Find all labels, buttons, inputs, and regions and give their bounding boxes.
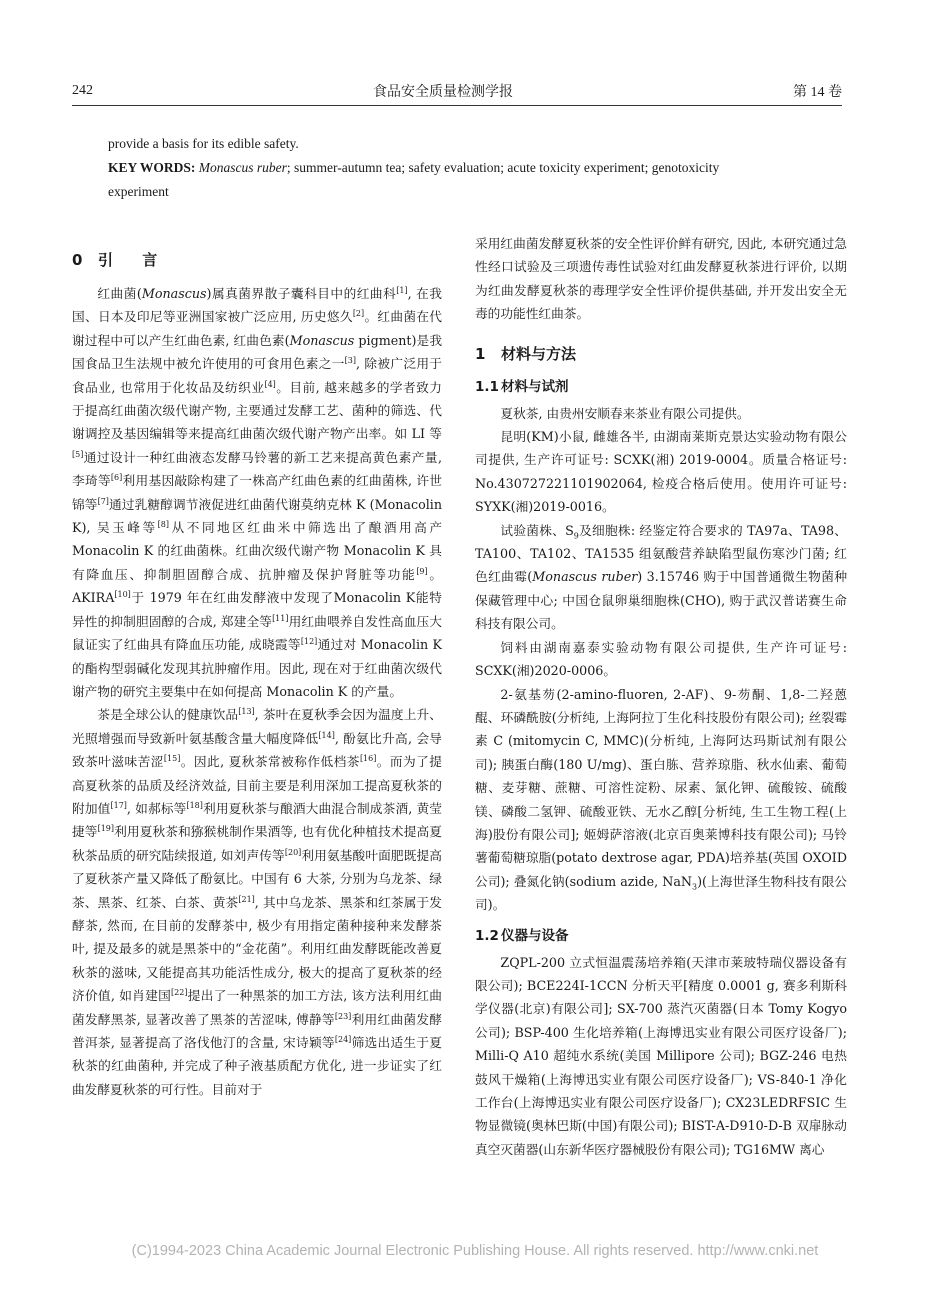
subsection-number: 1.2 <box>475 927 499 944</box>
paragraph-intro-2: 茶是全球公认的健康饮品[13], 茶叶在夏秋季会因为温度上升、光照增强而导致新叶氨基酸含量大幅度降低[14], 酚氨比升高, 会导致茶叶滋味苦涩[15]。因此, 夏秋茶常被称作低档茶[16]。而为了提高夏秋茶的品质及经济效益, 目前主要是利用深加工提高夏秋茶的附加值[17], 如郝标等[18]利用夏秋茶与酿酒大曲混合制成茶酒, 黄莹捷等[19]利用夏秋茶和猕猴桃制作果酒等, 也有优化种植技术提高夏秋茶品质的研究陆续报道, 如刘声传等[20]利用氨基酸叶面肥既提高了夏秋茶产量又降低了酚氨比。中国有 6 大茶, 分别为乌龙茶、绿茶、黑茶、红茶、白茶、黄茶[21], 其中乌龙茶、黑茶和红茶属于发酵茶, 然而, 在目前的发酵茶中, 极少有用指定菌种接种来发酵茶叶, 提及最多的就是黑茶中的“金花菌”。利用红曲发酵既能改善夏秋茶的滋味, 又能提高其功能活性成分, 极大的提高了夏秋茶的经济价值, 如肖建国[22]提出了一种黑茶的加工方法, 该方法利用红曲菌发酵黑茶, 显著改善了黑茶的苦涩味, 傅静等[23]利用红曲菌发酵普洱茶, 显著提高了洛伐他汀的含量, 宋诗颖等[24]筛选出适生于夏秋茶的红曲菌种, 并完成了种子液基质配方优化, 进一步证实了红曲发酵夏秋茶的可行性。目前对于 <box>72 707 442 1097</box>
section-title: 材料与方法 <box>501 344 577 363</box>
section-heading-intro <box>72 248 442 272</box>
journal-title: 食品安全质量检测学报 <box>373 84 513 100</box>
keywords-line-2: experiment <box>108 184 169 199</box>
subsection-heading-equipment <box>475 925 847 947</box>
header-rule <box>72 105 842 106</box>
abstract-tail <box>108 132 842 204</box>
paragraph-strains: 试验菌株、$S_9$及细胞株: 经鉴定符合要求的 TA97a、TA98、TA100、TA102、TA1535 组氨酸营养缺陷型鼠伤寒沙门菌; 红色红曲霉(Monascus ruber) 3.15746 购于中国普通微生物菌种保藏管理中心; 中国仓鼠卵巢细胞株(CHO), 购于武汉普诺赛生命科技有限公司。 <box>475 522 848 632</box>
keywords-line <box>108 156 842 180</box>
page-number: 242 <box>72 83 93 98</box>
page-header <box>72 78 842 104</box>
paragraph-mice: 昆明(KM)小鼠, 雌雄各半, 由湖南莱斯克景达实验动物有限公司提供, 生产许可证号: SCXK(湘) 2019-0004。质量合格证号: No.430727221101902064, 检疫合格后使用。使用许可证号: SYXK(湘)2019-0016。 <box>475 429 847 515</box>
keyword-italic: Monascus ruber <box>198 160 287 175</box>
subsection-number: 1.1 <box>475 378 499 395</box>
keywords-label: KEY WORDS: <box>108 160 196 175</box>
subsection-title: 材料与试剂 <box>501 378 569 395</box>
section-heading-methods <box>475 342 847 366</box>
paragraph-reagents: 2-氨基芴(2-amino-fluoren, 2-AF)、9-芴酮、1,8-二羟蒽醌、环磷酰胺(分析纯, 上海阿拉丁生化科技股份有限公司); 丝裂霉素 C (mitomycin C, MMC)(分析纯, 上海阿达玛斯试剂有限公司); 胰蛋白酶(180 U/mg)、蛋白胨、营养琼脂、秋水仙素、葡萄糖、麦芽糖、蔗糖、可溶性淀粉、尿素、氯化钾、硫酸铵、硫酸镁、磷酸二氢钾、硫酸亚铁、无水乙醇[分析纯, 生工生物工程(上海)股份有限公司]; 姬姆萨溶液(北京百奥莱博科技有限公司); 马铃薯葡萄糖琼脂(potato dextrose agar, PDA)培养基(英国 OXOID 公司); 叠氮化钠(sodium azide, NaN$_3$)(上海世泽生物科技有限公司)。 <box>475 686 847 913</box>
subsection-heading-materials <box>475 376 847 398</box>
abstract-last-line: provide a basis for its edible safety. <box>108 136 299 151</box>
copyright-footer: (C)1994-2023 China Academic Journal Electronic Publishing House. All rights reserved. http://www.cnki.net <box>131 1243 819 1259</box>
paragraph-equipment: ZQPL-200 立式恒温震荡培养箱(天津市莱玻特瑞仪器设备有限公司); BCE224I-1CCN 分析天平[精度 0.0001 g, 赛多利斯科学仪器(北京)有限公司]; SX-700 蒸汽灭菌器(日本 Tomy Kogyo 公司); BSP-400 生化培养箱(上海博迅实业有限公司医疗设备厂); Milli-Q A10 超纯水系统(美国 Millipore 公司); BGZ-246 电热鼓风干燥箱(上海博迅实业有限公司医疗设备厂); VS-840-1 净化工作台(上海博迅实业有限公司医疗设备厂); CX23LEDRFSIC 生物显微镜(奥林巴斯(中国)有限公司); BIST-A-D910-D-B 双扉脉动真空灭菌器(山东新华医疗器械股份有限公司); TG16MW 离心 <box>475 954 847 1157</box>
section-title: 引 言 <box>98 251 170 269</box>
keywords-rest: ; summer-autumn tea; safety evaluation; acute toxicity experiment; genotoxicity <box>286 160 720 175</box>
paragraph-intro-continued: 采用红曲菌发酵夏秋茶的安全性评价鲜有研究, 因此, 本研究通过急性经口试验及三项遗传毒性试验对红曲发酵夏秋茶进行评价, 以期为红曲发酵夏秋茶的毒理学安全性评价提供基础, 并开发出安全无毒的功能性红曲茶。 <box>475 236 847 322</box>
paragraph-feed: 饲料由湖南嘉泰实验动物有限公司提供, 生产许可证号: SCXK(湘)2020-0006。 <box>475 639 847 679</box>
section-number: 0 <box>72 251 83 269</box>
volume-label: 第 14 卷 <box>793 85 842 100</box>
left-column <box>72 232 442 1101</box>
paragraph-intro-1: 红曲菌(Monascus)属真菌界散子囊科目中的红曲科[1], 在我国、日本及印尼等亚洲国家被广泛应用, 历史悠久[2]。红曲菌在代谢过程中可以产生红曲色素, 红曲色素(Monascus pigment)是我国食品卫生法规中被允许使用的可食用色素之一[3], 除被广泛用于食品业, 也常用于化妆品及纺织业[4]。目前, 越来越多的学者致力于提高红曲菌次级代谢产物, 主要通过发酵工艺、菌种的筛选、代谢调控及基因编辑等来提高红曲菌次级代谢产物产出率。如 LI 等[5]通过设计一种红曲液态发酵马铃薯的新工艺来提高黄色素产量, 李琦等[6]利用基因敲除构建了一株高产红曲色素的红曲菌株, 许世锦等[7]通过乳糖醇调节液促进红曲菌代谢莫纳克林 K (Monacolin K), 吴玉峰等[8]从不同地区红曲米中筛选出了酿酒用高产 Monacolin K 的红曲菌株。红曲次级代谢产物 Monacolin K 具有降血压、抑制胆固醇合成、抗肿瘤及保护肾脏等功能[9]。AKIRA[10]于 1979 年在红曲发酵液中发现了Monacolin K能特异性的抑制胆固醇的合成, 郑建全等[11]用红曲喂养自发性高血压大鼠证实了红曲具有降血压功能, 成晓霞等[12]通过对 Monacolin K 的酯构型弱碱化发现其抗肿瘤作用。因此, 现在对于红曲菌次级代谢产物的研究主要集中在如何提高 Monacolin K 的产量。 <box>72 285 443 699</box>
paragraph-tea: 夏秋茶, 由贵州安顺春来茶业有限公司提供。 <box>500 405 750 421</box>
subsection-title: 仪器与设备 <box>501 927 569 944</box>
right-column <box>475 232 847 1161</box>
section-number: 1 <box>475 344 486 363</box>
